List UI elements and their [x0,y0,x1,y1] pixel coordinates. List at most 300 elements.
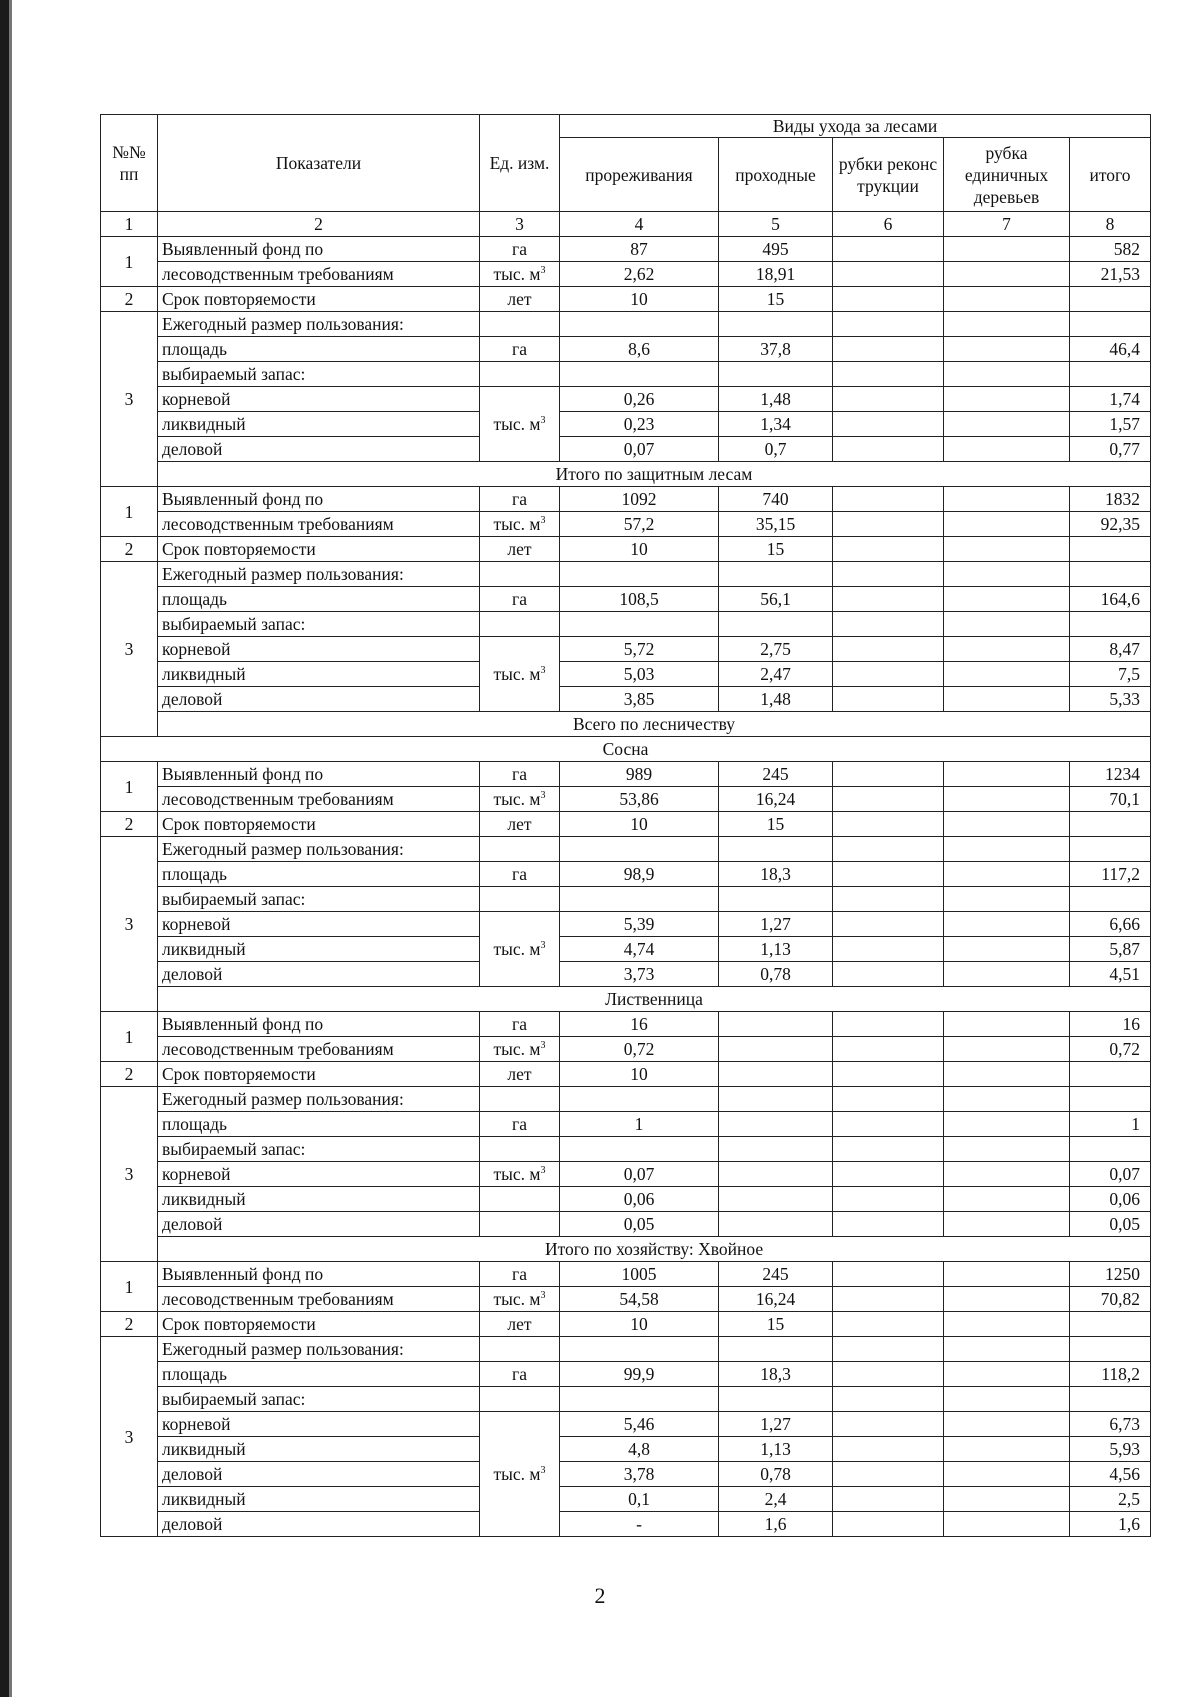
table-row [101,937,1151,962]
table-cell [833,1062,944,1087]
indicator-label: деловой [158,687,480,712]
indicator-label: Выявленный фонд по [158,487,480,512]
empty-cell [560,1087,719,1112]
table-cell: 16,24 [719,1287,833,1312]
table-row [101,1112,1151,1137]
table-cell: 4,51 [1070,962,1151,987]
unit-cell: лет [480,1062,560,1087]
table-cell [1070,537,1151,562]
unit-cell: га [480,237,560,262]
table-cell [1070,1062,1151,1087]
table-cell [944,687,1070,712]
table-cell: 1,48 [719,687,833,712]
table-cell [833,337,944,362]
table-cell [944,662,1070,687]
empty-cell [560,1337,719,1362]
table-cell: 3,85 [560,687,719,712]
empty-cell [944,362,1070,387]
table-cell [944,512,1070,537]
indicator-label: корневой [158,1162,480,1187]
table-row [101,687,1151,712]
indicator-label: ликвидный [158,662,480,687]
scan-binding-shadow [9,0,12,1697]
col-header-thinning: прореживания [560,138,719,212]
table-cell [833,1512,944,1537]
table-cell: 3,73 [560,962,719,987]
table-cell [833,937,944,962]
table-cell [833,762,944,787]
table-cell [944,1312,1070,1337]
section-title: Итого по защитным лесам [158,462,1151,487]
table-row [101,737,1151,762]
table-cell: 1005 [560,1262,719,1287]
empty-cell [1070,1337,1151,1362]
row-number: 3 [101,1087,158,1262]
table-cell: 18,3 [719,862,833,887]
table-row [101,787,1151,812]
unit-cell: га [480,762,560,787]
empty-cell [1070,612,1151,637]
unit-superscript: 3 [540,515,546,527]
forest-care-table [100,114,1151,1537]
table-cell [833,1487,944,1512]
table-cell [833,412,944,437]
table-cell: 0,23 [560,412,719,437]
empty-cell [719,562,833,587]
table-body [101,237,1151,1537]
empty-cell [719,312,833,337]
table-cell [944,912,1070,937]
table-cell [944,1287,1070,1312]
table-cell: 0,06 [560,1187,719,1212]
unit-text: тыс. м [493,1164,541,1184]
table-cell: 5,03 [560,662,719,687]
table-cell [944,337,1070,362]
table-row [101,662,1151,687]
unit-cell [480,1162,560,1187]
table-row [101,362,1151,387]
col-number: 4 [560,212,719,237]
unit-cell: лет [480,812,560,837]
table-cell: 54,58 [560,1287,719,1312]
table-cell: 16 [560,1012,719,1037]
empty-cell [833,1137,944,1162]
col-header-total: итого [1070,138,1151,212]
unit-cell: га [480,1112,560,1137]
table-cell [833,662,944,687]
table-cell: 0,77 [1070,437,1151,462]
indicator-label: лесоводственным требованиям [158,262,480,287]
page-number: 2 [594,1583,606,1608]
indicator-label: Выявленный фонд по [158,762,480,787]
table-cell [944,437,1070,462]
table-cell [944,287,1070,312]
unit-text: тыс. м [493,789,541,809]
indicator-label: Ежегодный размер пользования: [158,562,480,587]
indicator-label: площадь [158,1362,480,1387]
unit-cell: га [480,862,560,887]
indicator-label: деловой [158,1212,480,1237]
table-cell [833,637,944,662]
table-row [101,1012,1151,1037]
table-cell: 5,87 [1070,937,1151,962]
table-cell [944,937,1070,962]
table-cell [833,1012,944,1037]
unit-cell [480,1087,560,1112]
indicator-label: лесоводственным требованиям [158,1287,480,1312]
empty-cell [944,312,1070,337]
table-cell: 99,9 [560,1362,719,1387]
empty-cell [944,887,1070,912]
unit-cell [480,512,560,537]
indicator-label: Ежегодный размер пользования: [158,1087,480,1112]
unit-cell [480,787,560,812]
table-cell [944,1412,1070,1437]
table-cell: 87 [560,237,719,262]
table-cell: 0,72 [560,1037,719,1062]
section-title: Всего по лесничеству [158,712,1151,737]
table-cell: 1 [1070,1112,1151,1137]
table-cell [944,812,1070,837]
table-cell: 4,74 [560,937,719,962]
table-row [101,1062,1151,1087]
indicator-label: Ежегодный размер пользования: [158,1337,480,1362]
table-row [101,762,1151,787]
unit-cell [480,837,560,862]
table-cell [833,912,944,937]
table-row [101,537,1151,562]
empty-cell [719,1337,833,1362]
unit-cell [480,312,560,337]
unit-cell [480,1387,560,1412]
table-row [101,337,1151,362]
table-cell: 1,48 [719,387,833,412]
table-cell: 5,46 [560,1412,719,1437]
table-cell [833,437,944,462]
table-cell [944,1487,1070,1512]
table-row [101,887,1151,912]
table-cell: 4,8 [560,1437,719,1462]
table-cell: 18,91 [719,262,833,287]
table-row [101,1362,1151,1387]
empty-cell [833,1337,944,1362]
indicator-label: Срок повторяемости [158,537,480,562]
table-cell: 245 [719,762,833,787]
row-number: 3 [101,1337,158,1537]
row-number: 2 [101,287,158,312]
table-cell [944,1012,1070,1037]
table-cell [833,1462,944,1487]
indicator-label: выбираемый запас: [158,1137,480,1162]
row-number: 1 [101,1012,158,1062]
table-cell: 2,4 [719,1487,833,1512]
indicator-label: ликвидный [158,1437,480,1462]
table-row [101,1312,1151,1337]
unit-cell [480,1037,560,1062]
table-cell: 989 [560,762,719,787]
table-cell [944,1437,1070,1462]
table-cell [833,1362,944,1387]
empty-cell [1070,562,1151,587]
indicator-label: выбираемый запас: [158,1387,480,1412]
table-cell: 1,13 [719,1437,833,1462]
empty-cell [833,362,944,387]
row-number: 3 [101,837,158,1012]
unit-cell: лет [480,537,560,562]
indicator-label: Выявленный фонд по [158,1262,480,1287]
table-cell: 582 [1070,237,1151,262]
unit-cell [480,1137,560,1162]
table-cell: 1,57 [1070,412,1151,437]
table-cell: 7,5 [1070,662,1151,687]
indicator-label: ликвидный [158,937,480,962]
empty-cell [1070,1387,1151,1412]
table-cell [833,1287,944,1312]
table-cell: 117,2 [1070,862,1151,887]
table-cell: 5,93 [1070,1437,1151,1462]
empty-cell [944,837,1070,862]
col-header-unit: Ед. изм. [480,115,560,212]
table-cell [944,1212,1070,1237]
table-cell: 0,7 [719,437,833,462]
table-cell: 495 [719,237,833,262]
empty-cell [560,612,719,637]
table-cell [719,1112,833,1137]
table-row [101,612,1151,637]
indicator-label: Срок повторяемости [158,1062,480,1087]
unit-cell [480,1212,560,1237]
empty-cell [560,362,719,387]
empty-cell [944,562,1070,587]
unit-cell [480,262,560,287]
table-cell: 56,1 [719,587,833,612]
section-title: Сосна [101,737,1151,762]
table-cell [944,1187,1070,1212]
table-cell [1070,287,1151,312]
unit-superscript: 3 [540,1465,546,1477]
table-cell: 92,35 [1070,512,1151,537]
empty-cell [833,312,944,337]
table-cell [833,1212,944,1237]
table-row [101,862,1151,887]
table-cell: 21,53 [1070,262,1151,287]
table-cell: 53,86 [560,787,719,812]
unit-superscript: 3 [540,265,546,277]
table-cell: 1,6 [719,1512,833,1537]
table-row [101,587,1151,612]
table-cell: 10 [560,812,719,837]
table-cell [833,287,944,312]
table-cell: 5,33 [1070,687,1151,712]
unit-cell [480,1337,560,1362]
empty-cell [719,612,833,637]
indicator-label: деловой [158,1462,480,1487]
table-cell [719,1037,833,1062]
empty-cell [719,1137,833,1162]
table-cell [944,962,1070,987]
empty-cell [1070,887,1151,912]
unit-superscript: 3 [540,1165,546,1177]
unit-superscript: 3 [540,1290,546,1302]
unit-text: тыс. м [493,1464,541,1484]
unit-cell [480,1187,560,1212]
indicator-label: корневой [158,912,480,937]
table-cell: 0,05 [1070,1212,1151,1237]
table-cell: 0,72 [1070,1037,1151,1062]
indicator-label: Срок повторяемости [158,812,480,837]
indicator-label: площадь [158,1112,480,1137]
table-cell: 0,1 [560,1487,719,1512]
table-cell: 1,27 [719,912,833,937]
table-cell: 1,13 [719,937,833,962]
empty-cell [1070,837,1151,862]
table-cell: 1,6 [1070,1512,1151,1537]
row-number: 2 [101,1312,158,1337]
table-cell: 15 [719,287,833,312]
indicator-label: выбираемый запас: [158,362,480,387]
table-row [101,1262,1151,1287]
indicator-label: Выявленный фонд по [158,1012,480,1037]
table-cell [833,387,944,412]
unit-text: тыс. м [493,514,541,534]
table-row [101,637,1151,662]
table-row [101,512,1151,537]
indicator-label: корневой [158,387,480,412]
table-cell [1070,812,1151,837]
indicator-label: корневой [158,1412,480,1437]
table-cell [833,1112,944,1137]
table-row [101,1187,1151,1212]
unit-superscript: 3 [540,415,546,427]
row-number: 2 [101,812,158,837]
empty-cell [719,362,833,387]
table-row [101,1087,1151,1112]
table-cell: 10 [560,1312,719,1337]
unit-cell: лет [480,287,560,312]
empty-cell [833,887,944,912]
indicator-label: Ежегодный размер пользования: [158,837,480,862]
table-cell [944,537,1070,562]
table-cell [833,1312,944,1337]
empty-cell [1070,362,1151,387]
table-cell [833,1037,944,1062]
table-row [101,1162,1151,1187]
empty-cell [944,1337,1070,1362]
table-cell: 108,5 [560,587,719,612]
table-row [101,1412,1151,1437]
row-number: 2 [101,537,158,562]
unit-superscript: 3 [540,1040,546,1052]
unit-cell: га [480,1012,560,1037]
table-cell: 1234 [1070,762,1151,787]
table-cell: 98,9 [560,862,719,887]
table-cell: 6,73 [1070,1412,1151,1437]
table-cell: 0,06 [1070,1187,1151,1212]
table-row [101,812,1151,837]
table-row [101,1462,1151,1487]
table-cell [944,237,1070,262]
table-cell: 118,2 [1070,1362,1151,1387]
unit-cell: лет [480,1312,560,1337]
empty-cell [719,887,833,912]
table-row [101,1487,1151,1512]
row-number: 2 [101,1062,158,1087]
table-cell [944,1512,1070,1537]
table-cell: 5,72 [560,637,719,662]
table-cell: 0,05 [560,1212,719,1237]
table-cell: 245 [719,1262,833,1287]
table-cell [944,1362,1070,1387]
table-row [101,237,1151,262]
indicator-label: деловой [158,1512,480,1537]
indicator-label: площадь [158,862,480,887]
table-row [101,1137,1151,1162]
scan-binding-edge [0,0,9,1697]
table-cell: 2,62 [560,262,719,287]
table-cell: 0,78 [719,1462,833,1487]
table-row [101,462,1151,487]
empty-cell [833,562,944,587]
table-cell: 164,6 [1070,587,1151,612]
col-number-row [101,212,1151,237]
col-number: 2 [158,212,480,237]
unit-cell: га [480,337,560,362]
table-cell: 0,78 [719,962,833,987]
table-cell [944,262,1070,287]
table-row [101,712,1151,737]
table-cell: 57,2 [560,512,719,537]
table-cell: 740 [719,487,833,512]
table-cell: 70,82 [1070,1287,1151,1312]
empty-cell [719,837,833,862]
table-cell [944,587,1070,612]
table-cell [944,487,1070,512]
table-cell: 1,27 [719,1412,833,1437]
table-cell: 35,15 [719,512,833,537]
table-cell [944,1262,1070,1287]
section-title: Лиственница [158,987,1151,1012]
indicator-label: деловой [158,962,480,987]
table-cell: 0,07 [560,437,719,462]
table-cell: - [560,1512,719,1537]
unit-superscript: 3 [540,665,546,677]
indicator-label: Выявленный фонд по [158,237,480,262]
indicator-label: лесоводственным требованиям [158,512,480,537]
empty-cell [1070,1137,1151,1162]
table-cell: 1250 [1070,1262,1151,1287]
empty-cell [944,1387,1070,1412]
col-header-passing: проходные [719,138,833,212]
table-row [101,1287,1151,1312]
indicator-label: лесоводственным требованиям [158,787,480,812]
indicator-label: Срок повторяемости [158,1312,480,1337]
table-row [101,1512,1151,1537]
col-number: 1 [101,212,158,237]
table-cell: 3,78 [560,1462,719,1487]
row-number: 1 [101,762,158,812]
unit-cell: га [480,487,560,512]
table-cell: 8,47 [1070,637,1151,662]
table-cell: 10 [560,537,719,562]
empty-cell [560,1137,719,1162]
unit-cell [480,562,560,587]
empty-cell [560,837,719,862]
table-cell [833,1412,944,1437]
table-row [101,1037,1151,1062]
table-cell [719,1062,833,1087]
table-row [101,912,1151,937]
table-cell [833,687,944,712]
